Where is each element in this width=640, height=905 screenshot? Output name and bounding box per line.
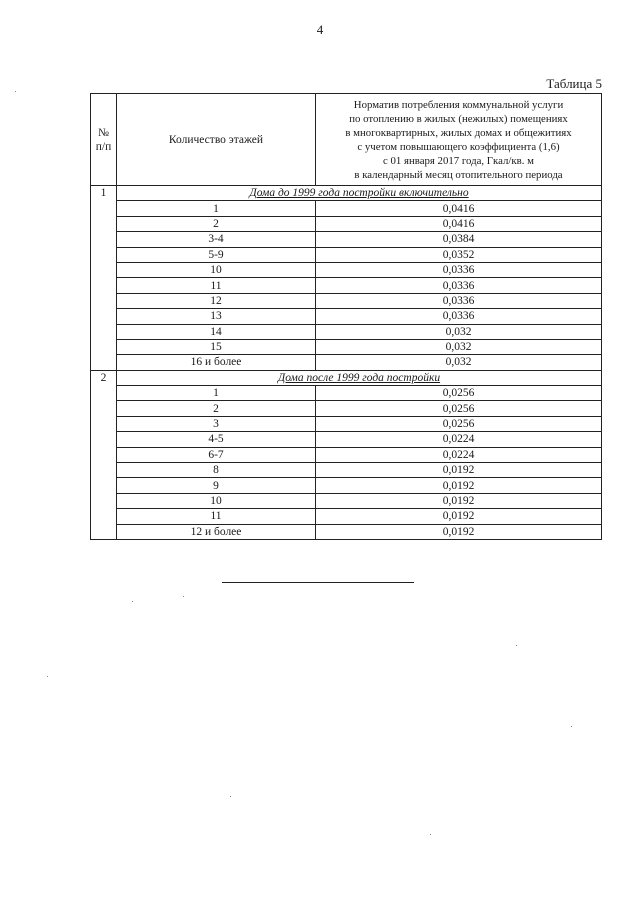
table-body <box>91 186 602 540</box>
scan-speck <box>571 726 572 727</box>
floors-cell: 3 <box>117 416 316 431</box>
header-num <box>91 94 117 186</box>
floors-cell: 15 <box>117 339 316 354</box>
value-cell: 0,0256 <box>316 416 602 431</box>
floors-cell: 5-9 <box>117 247 316 262</box>
scan-speck <box>516 645 517 646</box>
table-row <box>91 478 602 493</box>
header-num-line1: № <box>98 126 109 139</box>
floors-cell: 11 <box>117 278 316 293</box>
floors-cell: 3-4 <box>117 232 316 247</box>
table-row <box>91 386 602 401</box>
scan-speck <box>15 91 16 92</box>
value-cell: 0,0192 <box>316 493 602 508</box>
table-row <box>91 201 602 216</box>
value-cell: 0,0192 <box>316 463 602 478</box>
value-cell: 0,0224 <box>316 432 602 447</box>
scan-speck <box>430 834 431 835</box>
value-cell: 0,0336 <box>316 293 602 308</box>
floors-cell: 11 <box>117 509 316 524</box>
floors-cell: 10 <box>117 262 316 277</box>
table-caption: Таблица 5 <box>546 76 602 91</box>
table-row <box>91 432 602 447</box>
floors-cell: 9 <box>117 478 316 493</box>
table-header <box>91 94 602 186</box>
table-row <box>91 447 602 462</box>
table-row <box>91 463 602 478</box>
floors-cell: 1 <box>117 201 316 216</box>
table-row <box>91 509 602 524</box>
group-title-row <box>91 370 602 385</box>
table-row <box>91 355 602 370</box>
floors-cell: 2 <box>117 401 316 416</box>
divider-line <box>222 582 414 583</box>
header-value-line: в календарный месяц отопительного периода <box>354 168 563 181</box>
header-num-line2: п/п <box>95 140 112 153</box>
table-row <box>91 339 602 354</box>
value-cell: 0,0192 <box>316 509 602 524</box>
value-cell: 0,032 <box>316 339 602 354</box>
table-row <box>91 493 602 508</box>
header-value <box>316 94 602 186</box>
table-row <box>91 293 602 308</box>
group-title: Дома до 1999 года постройки включительно <box>117 186 602 201</box>
value-cell: 0,0256 <box>316 386 602 401</box>
value-cell: 0,0192 <box>316 524 602 539</box>
floors-cell: 2 <box>117 216 316 231</box>
group-title-row <box>91 186 602 201</box>
floors-cell: 10 <box>117 493 316 508</box>
table-row <box>91 232 602 247</box>
value-cell: 0,0384 <box>316 232 602 247</box>
header-value-line: с 01 января 2017 года, Гкал/кв. м <box>383 154 534 167</box>
header-value-line: с учетом повышающего коэффициента (1,6) <box>357 140 560 153</box>
page-number: 4 <box>316 22 324 37</box>
value-cell: 0,0336 <box>316 309 602 324</box>
table-row <box>91 278 602 293</box>
table-row <box>91 262 602 277</box>
scan-speck <box>183 596 184 597</box>
value-cell: 0,0224 <box>316 447 602 462</box>
scan-speck <box>230 796 231 797</box>
value-cell: 0,0416 <box>316 216 602 231</box>
floors-cell: 12 <box>117 293 316 308</box>
table-row <box>91 309 602 324</box>
table-row <box>91 524 602 539</box>
group-title: Дома после 1999 года постройки <box>117 370 602 385</box>
header-value-line: по отоплению в жилых (нежилых) помещениях <box>349 112 568 125</box>
header-value-line: Норматив потребления коммунальной услуги <box>353 98 564 111</box>
value-cell: 0,0192 <box>316 478 602 493</box>
table-row <box>91 247 602 262</box>
value-cell: 0,0352 <box>316 247 602 262</box>
floors-cell: 16 и более <box>117 355 316 370</box>
scan-speck <box>47 676 48 677</box>
floors-cell: 1 <box>117 386 316 401</box>
value-cell: 0,0336 <box>316 262 602 277</box>
header-floors: Количество этажей <box>117 94 316 186</box>
floors-cell: 6-7 <box>117 447 316 462</box>
table-row <box>91 416 602 431</box>
table-row <box>91 324 602 339</box>
value-cell: 0,032 <box>316 355 602 370</box>
floors-cell: 13 <box>117 309 316 324</box>
group-number: 1 <box>91 186 117 371</box>
table-row <box>91 216 602 231</box>
header-value-line: в многоквартирных, жилых домах и общежитиях <box>345 126 572 139</box>
value-cell: 0,032 <box>316 324 602 339</box>
floors-cell: 14 <box>117 324 316 339</box>
floors-cell: 12 и более <box>117 524 316 539</box>
floors-cell: 8 <box>117 463 316 478</box>
value-cell: 0,0336 <box>316 278 602 293</box>
value-cell: 0,0416 <box>316 201 602 216</box>
norm-table <box>90 93 602 540</box>
group-number: 2 <box>91 370 117 539</box>
value-cell: 0,0256 <box>316 401 602 416</box>
scan-speck <box>132 601 133 602</box>
table-row <box>91 401 602 416</box>
floors-cell: 4-5 <box>117 432 316 447</box>
